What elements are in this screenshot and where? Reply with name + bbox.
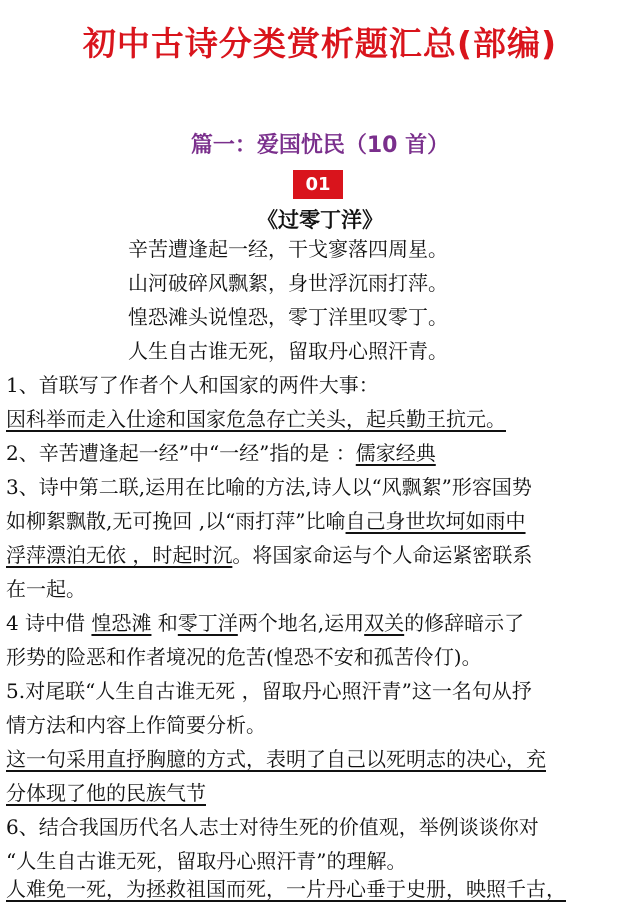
question-4-text: 和 [151,611,178,635]
question-3-text: 如柳絮飘散,无可挽回 ,以“雨打萍”比喻 [6,509,346,533]
question-2-text: 2、辛苦遭逢起一经”中“一经”指的是 ： [6,441,356,465]
question-3-line [6,538,532,572]
poem-line: 辛苦遭逢起一经，干戈寥落四周星。 [128,237,448,261]
question-1: 1、首联写了作者个人和国家的两件大事： [6,373,379,397]
question-3-text: 。将国家命运与个人命运紧密联系 [232,543,533,567]
question-3-line [6,504,526,538]
answer-4-place-2: 零丁洋 [177,611,238,635]
answer-4-place-1: 惶恐滩 [91,611,152,635]
section-heading: 篇一：爱国忧民（10 首） [190,133,450,158]
question-6-line: “人生自古谁无死，留取丹心照汗青”的理解。 [6,849,407,873]
question-4-text: 4 诗中借 [6,611,92,635]
page-title: 初中古诗分类赏析题汇总(部编) [82,24,558,63]
question-5-line: 情方法和内容上作简要分析。 [6,713,266,737]
question-4-text: 两个地名,运用 [237,611,365,635]
poem-line: 人生自古谁无死，留取丹心照汗青。 [128,339,448,363]
question-4-text: 的修辞暗示了 [404,611,525,635]
answer-1: 因科举而走入仕途和国家危急存亡关头，起兵勤王抗元。 [6,407,506,431]
answer-4-device: 双关 [364,611,405,635]
question-2 [6,436,436,470]
answer-5-line: 这一句采用直抒胸臆的方式，表明了自己以死明志的决心，充 [6,747,546,771]
answer-3-highlight: 自己身世坎坷如雨中 [345,509,526,533]
answer-3-highlight: 浮萍漂泊无依 ，时起时沉 [6,543,233,567]
poem-title: 《过零丁洋》 [257,208,383,232]
question-4-line [6,606,524,640]
answer-2: 儒家经典 [355,441,436,465]
poem-line: 山河破碎风飘絮，身世浮沉雨打萍。 [128,271,448,295]
question-3-line: 在一起。 [6,577,86,601]
question-6-line: 6、结合我国历代名人志士对待生死的价值观，举例谈谈你对 [6,815,539,839]
answer-5-line: 分体现了他的民族气节 [6,781,206,805]
question-5-line: 5.对尾联“人生自古谁无死 ，留取丹心照汗青”这一名句从抒 [6,679,532,703]
answer-6-line: 人难免一死，为拯救祖国而死，一片丹心垂于史册，映照千古， [6,877,566,901]
question-3-line: 3、诗中第二联,运用在比喻的方法,诗人以“风飘絮”形容国势 [6,475,532,499]
poem-number-badge: 01 [293,170,343,199]
poem-line: 惶恐滩头说惶恐，零丁洋里叹零丁。 [128,305,448,329]
question-4-line: 形势的险恶和作者境况的危苦(惶恐不安和孤苦伶仃)。 [6,645,482,669]
